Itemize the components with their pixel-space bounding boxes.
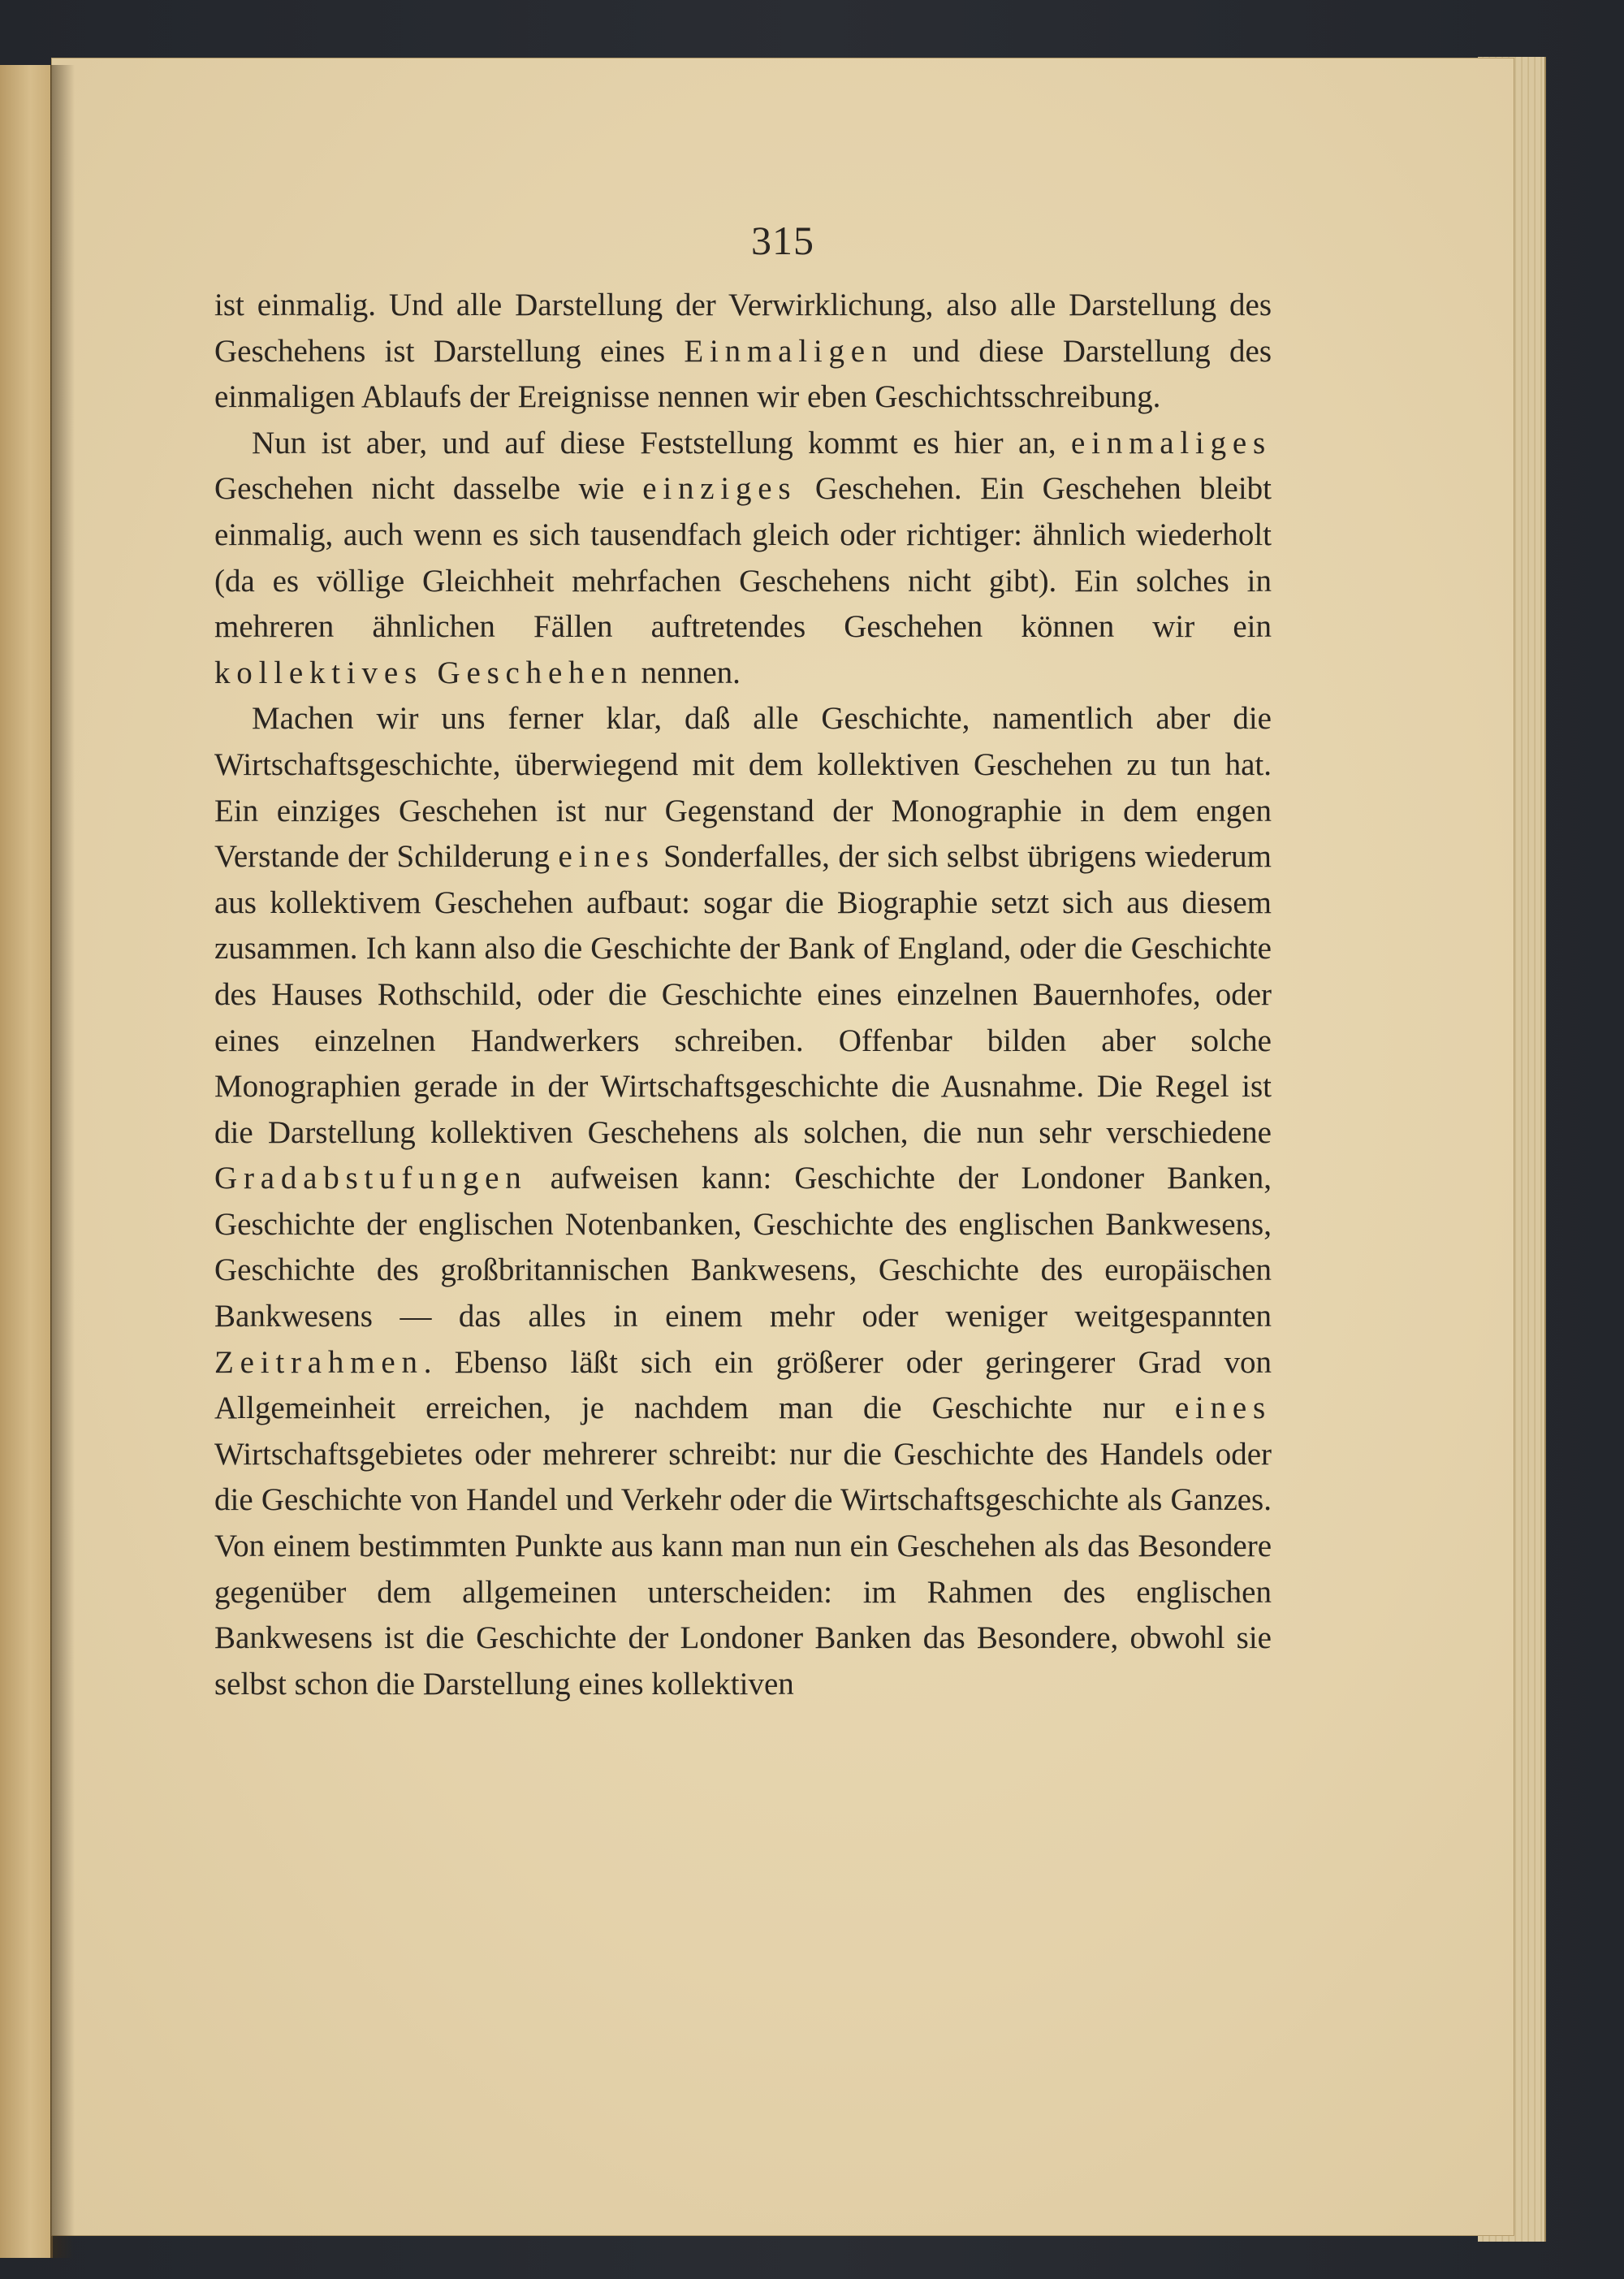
text-segment: Wirtschaftsgebietes oder mehrerer schreibt: nur die Geschichte des Handels oder die Geschichte von Handel und Verkehr oder die Wirtschaftsgeschichte als Ganzes. Von einem bestimmten Punkte aus kann man nun ein Geschehen als das Besondere gegenüber dem allgemeinen unterscheiden: im Rahmen des englischen Bankwesens ist die Geschichte der Londoner Banken das Besondere, obwohl sie selbst schon die Darstellung eines kollektiven	[214, 1436, 1272, 1702]
text-segment: ist einmalig. Und alle Darstellung der Verwirklichung, also alle Darstellung des Geschehens ist Darstellung eines	[214, 288, 1272, 369]
text-segment: Nun ist aber, und auf diese Feststellung kommt es hier an,	[252, 425, 1072, 461]
spaced-emphasis: Einmaligen	[684, 333, 894, 369]
paragraph-1	[214, 283, 1272, 421]
spaced-emphasis: kollektives Geschehen	[214, 655, 633, 690]
text-segment: und diese Darstellung des einmaligen Ablaufs der Ereignisse nennen wir eben Geschichtsschreibung.	[214, 333, 1272, 415]
left-page-edge	[0, 65, 53, 2258]
text-segment: Machen wir uns ferner klar, daß alle Geschichte, namentlich aber die Wirtschaftsgeschichte, überwiegend mit dem kollektiven Geschehen zu tun hat. Ein einziges Geschehen ist nur Gegenstand der Monographie in dem engen Verstande der Schilderung	[214, 701, 1272, 875]
gutter-shadow	[50, 65, 75, 2258]
text-segment: aufweisen kann: Geschichte der Londoner Banken, Geschichte der englischen Notenbanken, Geschichte des englischen Bankwesens, Geschichte des großbritannischen Bankwesens, Geschichte des europäischen Bankwesens — das alles in einem mehr oder weniger weitgespannten	[214, 1161, 1272, 1334]
spaced-emphasis: Zeitrahmen	[214, 1344, 424, 1380]
text-segment: . Ebenso läßt sich ein größerer oder geringerer Grad von Allgemeinheit erreichen, je nachdem man die Geschichte nur	[214, 1344, 1272, 1426]
text-segment: Geschehen nicht dasselbe wie	[214, 471, 643, 507]
book-page	[52, 58, 1514, 2235]
body-text	[214, 283, 1272, 1707]
spaced-emphasis: eines	[558, 839, 655, 875]
paragraph-3	[214, 696, 1272, 1707]
spaced-emphasis: einziges	[642, 471, 797, 507]
page-number: 315	[751, 218, 814, 263]
text-segment: nennen.	[633, 655, 741, 690]
paragraph-2	[214, 421, 1272, 697]
spaced-emphasis: einmaliges	[1071, 425, 1272, 461]
text-segment: Geschehen. Ein Geschehen bleibt einmalig, auch wenn es sich tausendfach gleich oder richtiger: ähnlich wiederholt (da es völlige Gleichheit mehrfachen Geschehens nicht gibt). Ein solches in mehreren ähnlichen Fällen auftretendes Geschehen können wir ein	[214, 471, 1272, 645]
text-segment: Sonderfalles, der sich selbst übrigens wiederum aus kollektivem Geschehen aufbaut: sogar die Biographie setzt sich aus diesem zusammen. Ich kann also die Geschichte der Bank of England, oder die Geschichte des Hauses Rothschild, oder die Geschichte eines einzelnen Bauernhofes, oder eines einzelnen Handwerkers schreiben. Offenbar bilden aber solche Monographien gerade in der Wirtschaftsgeschichte die Ausnahme. Die Regel ist die Darstellung kollektiven Geschehens als solchen, die nun sehr verschiedene	[214, 839, 1272, 1150]
spaced-emphasis: eines	[1174, 1390, 1272, 1426]
spaced-emphasis: Gradabstufungen	[214, 1161, 528, 1196]
